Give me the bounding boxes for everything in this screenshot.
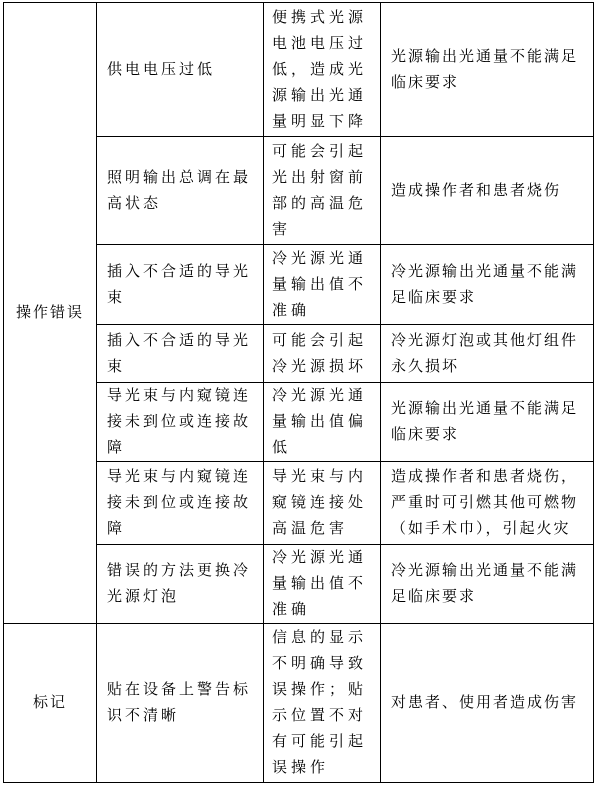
harm-cell: 光源输出光通量不能满足临床要求 xyxy=(381,383,594,462)
table-row xyxy=(4,3,594,137)
category-cell-operation-error: 操作错误 xyxy=(4,3,97,624)
table-row xyxy=(4,624,594,783)
harm-cell: 光源输出光通量不能满足临床要求 xyxy=(381,3,594,137)
harm-cell: 冷光源输出光通量不能满足临床要求 xyxy=(381,245,594,325)
cause-cell: 贴在设备上警告标识不清晰 xyxy=(97,624,264,783)
mechanism-cell: 可能会引起光出射窗前部的高温危害 xyxy=(264,137,381,245)
cause-cell: 导光束与内窥镜连接未到位或连接故障 xyxy=(97,462,264,545)
mechanism-cell: 冷光源光通量输出值不准确 xyxy=(264,245,381,325)
harm-cell: 造成操作者和患者烧伤，严重时可引燃其他可燃物（如手术巾），引起火灾 xyxy=(381,462,594,545)
cause-cell: 照明输出总调在最高状态 xyxy=(97,137,264,245)
mechanism-cell: 可能会引起冷光源损坏 xyxy=(264,325,381,383)
risk-analysis-table xyxy=(3,2,594,783)
mechanism-cell: 信息的显示不明确导致误操作；贴示位置不对有可能引起误操作 xyxy=(264,624,381,783)
cause-cell: 插入不合适的导光束 xyxy=(97,245,264,325)
cause-cell: 导光束与内窥镜连接未到位或连接故障 xyxy=(97,383,264,462)
harm-cell: 对患者、使用者造成伤害 xyxy=(381,624,594,783)
mechanism-cell: 冷光源光通量输出值不准确 xyxy=(264,545,381,624)
mechanism-cell: 导光束与内窥镜连接处高温危害 xyxy=(264,462,381,545)
harm-cell: 冷光源输出光通量不能满足临床要求 xyxy=(381,545,594,624)
mechanism-cell: 便携式光源电池电压过低，造成光源输出光通量明显下降 xyxy=(264,3,381,137)
category-cell-marking: 标记 xyxy=(4,624,97,783)
cause-cell: 插入不合适的导光束 xyxy=(97,325,264,383)
cause-cell: 错误的方法更换冷光源灯泡 xyxy=(97,545,264,624)
harm-cell: 冷光源灯泡或其他灯组件永久损坏 xyxy=(381,325,594,383)
harm-cell: 造成操作者和患者烧伤 xyxy=(381,137,594,245)
mechanism-cell: 冷光源光通量输出值偏低 xyxy=(264,383,381,462)
cause-cell: 供电电压过低 xyxy=(97,3,264,137)
